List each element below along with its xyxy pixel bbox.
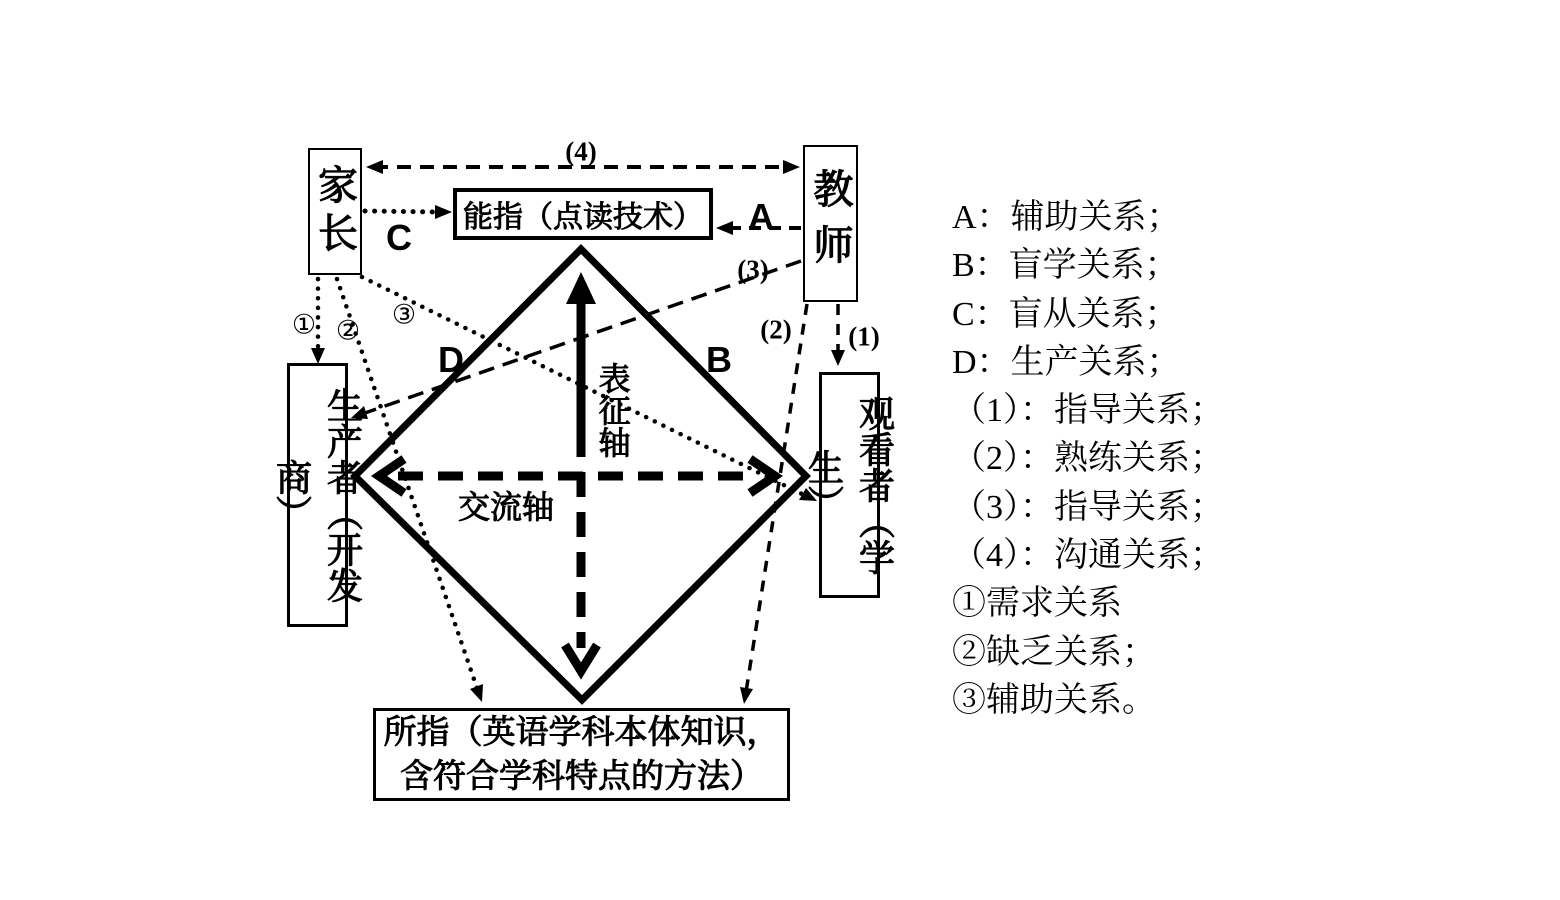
node-parent <box>308 148 362 275</box>
legend-line-c1: ①需求关系 <box>952 585 1122 623</box>
edge-label-circ2: ② <box>335 315 361 346</box>
legend <box>952 194 1372 725</box>
node-viewer-label: 观看者（学生） <box>803 395 895 575</box>
edge-label-A: A <box>748 196 774 237</box>
arrowhead-4-left <box>366 160 383 174</box>
legend-line-3: （3）：指导关系； <box>952 488 1224 526</box>
arrowhead-4-right <box>783 160 800 174</box>
edge-label-2: (2) <box>760 314 792 345</box>
arrow-C-parent-signifier <box>365 211 438 212</box>
arrowhead-2 <box>740 687 753 704</box>
legend-line-c2: ②缺乏关系； <box>952 633 1156 671</box>
edge-label-4: (4) <box>565 136 597 167</box>
node-producer-label: 生产者（开发商） <box>271 387 363 603</box>
axis-label-representation: 表征轴 <box>594 362 631 458</box>
node-signifier-label: 能指（点读技术） <box>463 201 703 234</box>
legend-line-B: B：盲学关系； <box>952 247 1179 285</box>
edge-label-B: B <box>706 339 732 380</box>
node-viewer <box>803 372 895 598</box>
representation-axis-arrowhead-bottom <box>565 645 597 671</box>
legend-line-c3: ③辅助关系。 <box>952 681 1156 719</box>
node-teacher-label: 教师 <box>808 167 853 280</box>
node-parent-label: 家长 <box>312 163 358 260</box>
node-teacher <box>803 145 858 302</box>
axis-label-communication: 交流轴 <box>458 489 555 525</box>
node-signified-line2: 含符合学科特点的方法） <box>400 758 763 795</box>
edge-label-1: (1) <box>848 321 880 352</box>
arrowhead-c2 <box>470 684 483 702</box>
arrowhead-C <box>435 205 452 219</box>
arrowhead-1 <box>831 350 845 366</box>
node-signifier <box>453 188 713 240</box>
edge-label-circ3: ③ <box>391 299 417 330</box>
legend-line-C: C：盲从关系； <box>952 295 1179 333</box>
communication-axis-arrowhead-right <box>750 459 775 493</box>
edge-label-circ1: ① <box>291 309 317 340</box>
legend-line-4: （4）：沟通关系； <box>952 537 1224 575</box>
legend-line-1: （1）：指导关系； <box>952 392 1224 430</box>
node-signified-line1: 所指（英语学科本体知识， <box>383 714 780 751</box>
representation-axis-arrowhead-top <box>566 272 596 304</box>
edge-label-C: C <box>386 217 412 258</box>
legend-line-D: D：生产关系； <box>952 343 1181 381</box>
node-producer <box>271 363 363 627</box>
legend-line-2: （2）：熟练关系； <box>952 440 1224 478</box>
edge-label-3: (3) <box>737 254 769 285</box>
arrowhead-A <box>716 221 733 235</box>
edge-label-D: D <box>438 339 464 380</box>
node-signified <box>373 708 790 801</box>
legend-line-A: A：辅助关系； <box>952 199 1181 236</box>
arrowhead-c1 <box>311 348 325 364</box>
